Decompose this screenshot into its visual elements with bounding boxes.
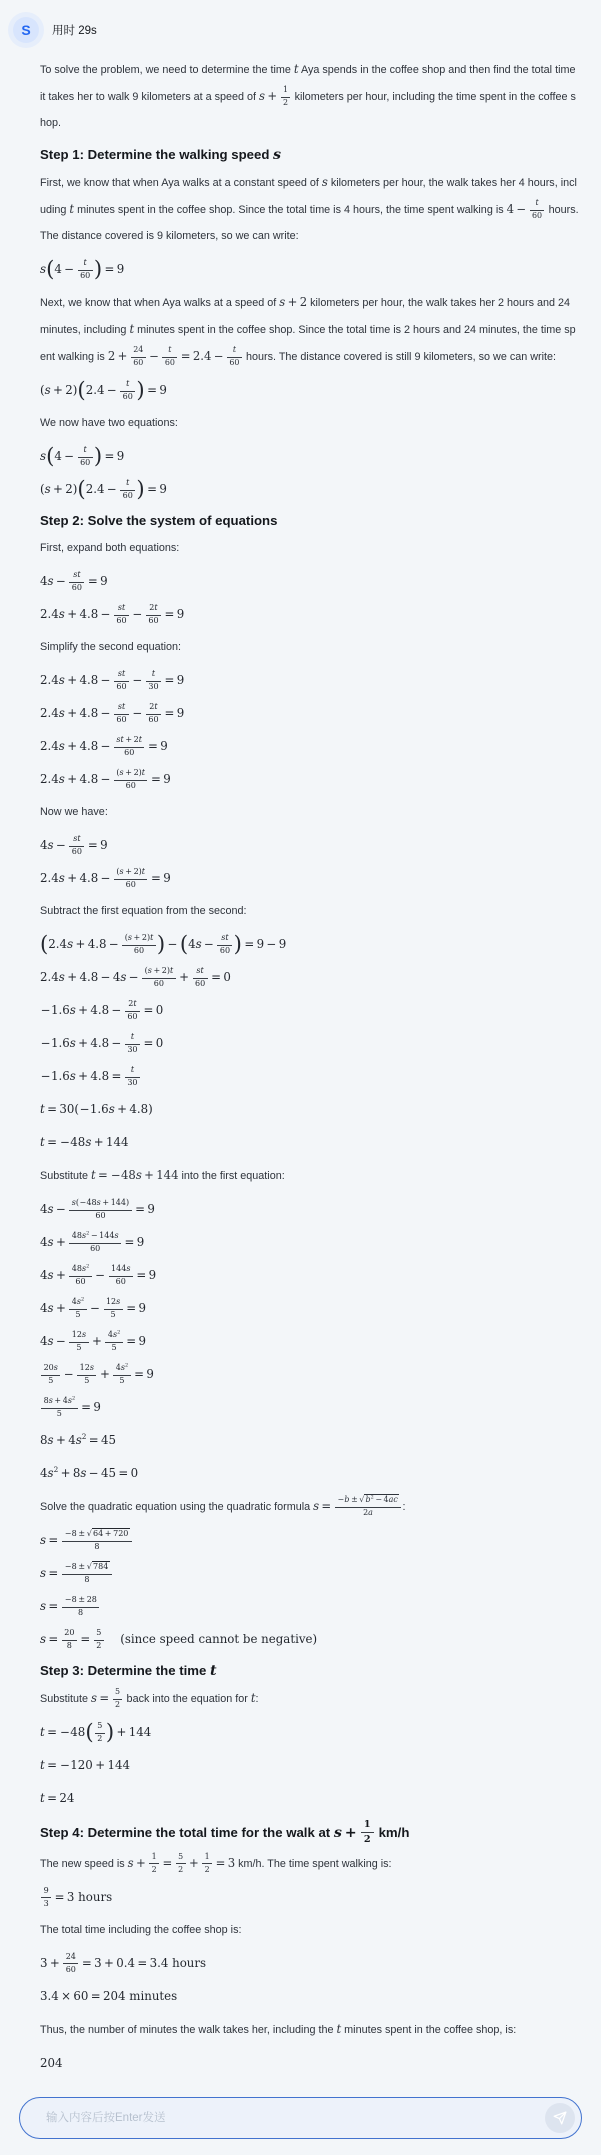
math-line: s = $\frac{-8 \pm √784}{8}$ xyxy=(40,1560,580,1586)
message-meta xyxy=(13,17,580,43)
math-line: 2.4s + 4.8 − $\frac{st}{60}$ − $\frac{t}{30}$ = 9 xyxy=(40,669,185,692)
composer-bar xyxy=(19,2097,582,2139)
step-heading: Step 1: Determine the walking speed s xyxy=(40,147,282,163)
math-line: 4s + $\frac{4s^2}{5}$ − $\frac{12s}{5}$ = 9 xyxy=(40,1296,146,1320)
paragraph: The new speed is s + $\frac{1}{2}$ = $\frac{5}{2}$ + $\frac{1}{2}$ = 3 km/h. The time spent walking is: xyxy=(40,1852,392,1875)
paragraph: First, expand both equations: xyxy=(40,542,180,554)
paragraph: Next, we know that when Aya walks at a speed of s + 2 kilometers per hour, the walk takes her 2 hours and 24 minutes, including t minutes spent in the coffee shop. Since the total time is 2 hours and 24 minutes, the time spent walking is 2 + $\frac{24}{60}$ − $\frac{t}{60}$ = 2.4 − $\frac{t}{60}$ hours. The distance covered is still 9 kilometers, so we can write: xyxy=(40,295,576,368)
math-line: 2.4s + 4.8 − $\frac{st}{60}$ − $\frac{2t}{60}$ = 9 xyxy=(40,702,185,725)
paragraph: The distance covered is 9 kilometers, so we can write: xyxy=(40,230,299,242)
paragraph: First, we know that when Aya walks at a constant speed of s kilometers per hour, the walk takes her 4 hours, including t minutes spent in the coffee shop. Since the total time is 4 hours, the time spent walking is 4 − $\frac{t}{60}$ hours. xyxy=(40,175,579,221)
math-line: t = 30(−1.6s + 4.8) xyxy=(40,1102,153,1116)
math-line: 2.4s + 4.8 − 4s − $\frac{(s + 2)t}{60}$ + $\frac{st}{60}$ = 0 xyxy=(40,966,231,989)
math-line: (s + 2)(2.4 − $\frac{t}{60}$ ) = 9 xyxy=(40,477,167,502)
math-line: $4s^2 + 8s - 45 = 0$ xyxy=(40,1465,139,1480)
math-line: t = −48s + 144 xyxy=(40,1135,129,1149)
math-line: (s + 2)(2.4 − $\frac{t}{60}$ ) = 9 xyxy=(40,378,167,403)
math-line: 3.4 × 60 = 204 minutes xyxy=(40,1988,178,2003)
math-line: s = $\frac{-8 \pm √64 + 720}{8}$ xyxy=(40,1527,580,1553)
chat-input[interactable] xyxy=(44,2111,545,2125)
paper-plane-icon xyxy=(553,2111,567,2125)
math-line: $\frac{20s}{5}$ − $\frac{12s}{5}$ + $\frac{4s^2}{5}$ = 9 xyxy=(40,1361,580,1387)
math-line: t = −48( $\frac{5}{2}$ ) + 144 xyxy=(40,1720,152,1745)
step-heading: Step 2: Solve the system of equations xyxy=(40,513,278,528)
math-line: s(4 − $\frac{t}{60}$ ) = 9 xyxy=(40,444,125,469)
paragraph: Substitute s = $\frac{5}{2}$ back into the equation for t: xyxy=(40,1687,259,1710)
paragraph: The total time including the coffee shop is: xyxy=(40,1923,242,1936)
math-line: s = $\frac{-8 \pm 28}{8}$ xyxy=(40,1593,580,1619)
paragraph: Now we have: xyxy=(40,806,108,818)
math-line: 3 + $\frac{24}{60}$ = 3 + 0.4 = 3.4 hours xyxy=(40,1952,207,1975)
math-line: $\frac{9}{3}$ = 3 hours xyxy=(40,1884,580,1910)
math-line: 4s − $\frac{12s}{5}$ + $\frac{4s^2}{5}$ = 9 xyxy=(40,1329,146,1353)
math-line: 4s − $\frac{st}{60}$ = 9 xyxy=(40,834,108,857)
math-line: s = $\frac{20}{8}$ = $\frac{5}{2}$ (since speed cannot be negative) xyxy=(40,1628,318,1651)
paragraph: Thus, the number of minutes the walk takes her, including the t minutes spent in the coffee shop, is: xyxy=(40,2021,517,2036)
duration-badge: 用时 29s xyxy=(52,25,97,37)
math-line: 4s + $\frac{48s^2}{60}$ − $\frac{144s}{60}$ = 9 xyxy=(40,1263,157,1287)
paragraph: Substitute t = −48s + 144 into the first equation: xyxy=(40,1168,285,1182)
math-line: t = −120 + 144 xyxy=(40,1758,130,1772)
step-heading: Step 4: Determine the total time for the walk at s + $\frac{1}{2}$ km/h xyxy=(40,1819,410,1846)
paragraph: Simplify the second equation: xyxy=(40,641,182,653)
math-line: 2.4s + 4.8 − $\frac{(s + 2)t}{60}$ = 9 xyxy=(40,867,171,890)
send-button[interactable] xyxy=(545,2103,575,2133)
step-heading: Step 3: Determine the time t xyxy=(40,1663,217,1679)
math-line: 4s − $\frac{s(-48s + 144)}{60}$ = 9 xyxy=(40,1198,155,1221)
math-line: $\frac{8s + 4s^2}{5}$ = 9 xyxy=(40,1394,580,1420)
math-line: 204 xyxy=(40,2055,63,2070)
math-line: t = 24 xyxy=(40,1791,75,1805)
math-line: −1.6s + 4.8 − $\frac{2t}{60}$ = 0 xyxy=(40,999,164,1022)
message-blocks xyxy=(40,56,580,2076)
paragraph: To solve the problem, we need to determine the time t Aya spends in the coffee shop and then find the total time it takes her to walk 9 kilometers at a speed of s + $\frac{1}{2}$ kilometers per hour, including the time spent in the coffee shop. xyxy=(40,62,576,129)
avatar: S xyxy=(13,17,39,43)
math-line: 4s + $\frac{48s^2 - 144s}{60}$ = 9 xyxy=(40,1230,145,1254)
math-line: −1.6s + 4.8 = $\frac{t}{30}$ xyxy=(40,1063,580,1089)
paragraph: We now have two equations: xyxy=(40,417,178,429)
math-line: 2.4s + 4.8 − $\frac{(s + 2)t}{60}$ = 9 xyxy=(40,768,171,791)
math-line: 4s − $\frac{st}{60}$ = 9 xyxy=(40,570,108,593)
math-line: (2.4s + 4.8 − $\frac{(s + 2)t}{60}$ ) − (4s − $\frac{st}{60}$ ) = 9 − 9 xyxy=(40,932,287,957)
math-line: s(4 − $\frac{t}{60}$ ) = 9 xyxy=(40,257,125,282)
math-line: $8s + 4s^2 = 45$ xyxy=(40,1432,117,1447)
paragraph: Subtract the first equation from the second: xyxy=(40,905,247,917)
math-line: 2.4s + 4.8 − $\frac{st}{60}$ − $\frac{2t}{60}$ = 9 xyxy=(40,603,185,626)
assistant-message xyxy=(40,56,580,2076)
math-line: −1.6s + 4.8 − $\frac{t}{30}$ = 0 xyxy=(40,1032,164,1055)
math-line: 2.4s + 4.8 − $\frac{st + 2t}{60}$ = 9 xyxy=(40,735,168,758)
paragraph: Solve the quadratic equation using the quadratic formula s = $\frac{-b \pm √b^2 - 4ac}{2a}$ : xyxy=(40,1494,406,1518)
